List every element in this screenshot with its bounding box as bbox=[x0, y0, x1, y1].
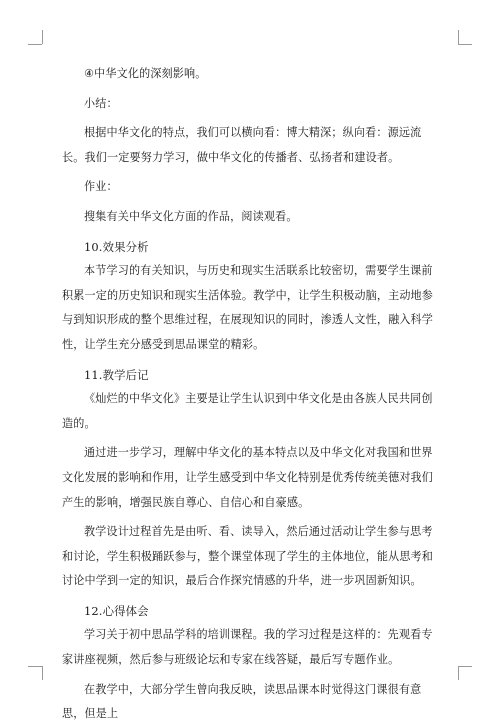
crop-mark-bottom-right-v bbox=[458, 666, 459, 680]
paragraph-homework: 搜集有关中华文化方面的作品，阅读观看。 bbox=[84, 209, 298, 223]
crop-mark-bottom-right-h bbox=[458, 666, 472, 667]
document-body bbox=[62, 62, 440, 727]
homework-label: 作业： bbox=[84, 180, 118, 194]
paragraph-reflections-1: 学习关于初中思品学科的培训课程。我的学习过程是这样的：先观看专家讲座视频，然后参与班级论坛和专家在线答疑，最后写专题作业。 bbox=[62, 628, 433, 667]
section-heading-reflections: 12.心得体会 bbox=[84, 603, 149, 618]
summary-label: 小结： bbox=[84, 96, 118, 110]
crop-mark-bottom-left-h bbox=[28, 666, 42, 667]
paragraph-influence: ④中华文化的深刻影响。 bbox=[84, 67, 207, 80]
section-heading-effect-analysis: 10.效果分析 bbox=[84, 239, 149, 254]
paragraph-teaching-notes-3: 教学设计过程首先是由听、看、读导入，然后通过活动让学生参与思考和讨论，学生积极踊跃参与，整个课堂体现了学生的主体地位，能从思考和讨论中学到一定的知识，最后合作探究情感的升华，进一步巩固新知识。 bbox=[62, 525, 434, 588]
paragraph-teaching-notes-2: 通过进一步学习，理解中华文化的基本特点以及中华文化对我国和世界文化发展的影响和作用，让学生感受到中华文化特别是优秀传统美德对我们产生的影响，增强民族自尊心、自信心和自豪感。 bbox=[62, 446, 434, 509]
crop-mark-top-right-h bbox=[458, 44, 472, 45]
crop-mark-top-left-h bbox=[28, 44, 42, 45]
crop-mark-bottom-left-v bbox=[42, 666, 43, 680]
section-heading-teaching-notes: 11.教学后记 bbox=[84, 367, 149, 382]
crop-mark-top-left-v bbox=[42, 30, 43, 44]
paragraph-effect-analysis: 本节学习的有关知识，与历史和现实生活联系比较密切，需要学生课前积累一定的历史知识和现实生活体验。教学中，让学生积极动脑，主动地参与到知识形成的整个思维过程，在展现知识的同时，渗透人文性，融入科学性，让学生充分感受到思品课堂的精彩。 bbox=[62, 264, 434, 351]
crop-mark-top-right-v bbox=[458, 30, 459, 44]
paragraph-reflections-2: 在教学中，大部分学生曾向我反映，读思品课本时觉得这门课很有意思，但是上 bbox=[62, 682, 422, 721]
paragraph-teaching-notes-1: 《灿烂的中华文化》主要是让学生认识到中华文化是由各族人民共同创造的。 bbox=[62, 392, 433, 430]
paragraph-summary: 根据中华文化的特点，我们可以横向看：博大精深；纵向看：源远流长。我们一定要努力学习，做中华文化的传播者、弘扬者和建设者。 bbox=[62, 126, 422, 164]
